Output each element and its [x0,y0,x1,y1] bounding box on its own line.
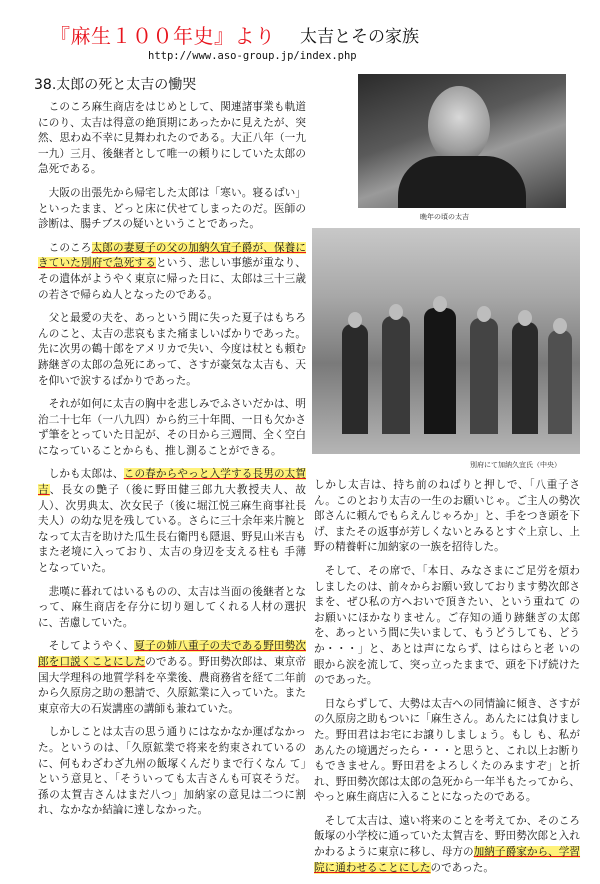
paragraph: 日ならずして、大勢は太吉への同情論に傾き、さすがの久原房之助もついに「麻生さん。あんたには負けました。野田君はお宅にお譲りしましょう。もし も、私があんたの境遇だったら・・・と思うと、これ以上お断りもできません。野田君をよろしくたのみますぞ」と折れ、野田勢次郎は太郎の急死から一年半もたってから、やっと麻生商店に入ることになったのである。 [314,697,580,804]
paragraph [38,639,306,717]
person-figure [424,308,456,434]
highlighted-text: 夏子の姉八重子の夫である野田勢次郎を口説くことにした [38,640,307,668]
text-span: 、長女の艶子（後に野田健三郎九大教授夫人、故人）、次男典太、次女民子（後に堀江悦三麻生商事社長 夫人）の幼な児を残している。さらに三十余年来片腕となって太吉を助けた瓜生長右衛門も隠退、野見山米吉もまた老境に入っており、太吉の身辺を支える柱も 手薄となっていた。 [38,484,307,575]
paragraph: このころ麻生商店をはじめとして、関連諸事業も軌道にのり、太吉は得意の絶頂期にあったかに見えたが、突然、思わぬ不幸に見舞われたのである。大正八年（一九一九）三月、後継者として唯一の頼りにしていた太郎の急死である。 [38,101,306,176]
left-column [38,100,306,827]
paragraph [38,241,306,303]
text-span: このころ [48,241,92,254]
paragraph: 父と最愛の夫を、あっという間に失った夏子はもちろんのこと、太吉の悲哀もまた痛ましいばかりであった。先に次男の鶴十郎をアメリカで失い、今度は杖とも頼む跡継ぎの太郎の急死にあって、さすが豪気な太吉も、天を仰いで涙するばかりであった。 [38,312,306,387]
section-title: 38.太郎の死と太吉の慟哭 [34,77,197,93]
person-head [553,318,567,334]
paragraph: それが如何に太吉の胸中を悲しみでふさいだかは、明治二十七年（一八九四）から約三十年間、一日も欠かさず筆をとっていた日記が、その日から三週間、全く空白になっていることからも、推し測ることができる。 [38,398,306,457]
person-head [518,310,532,326]
source-url[interactable]: http://www.aso-group.jp/index.php [148,50,357,62]
person-figure [470,318,498,434]
text-span: そしてようやく、 [48,640,135,653]
portrait-caption: 晩年の頃の太吉 [420,213,469,221]
highlighted-text: この春からやっと入学する長男の太賀吉 [38,468,307,497]
portrait-photo [358,74,566,208]
portrait-coat [398,156,526,208]
text-span: そして太吉は、遠い将来のことを考えてか、そのころ飯塚の小学校に通っていた太賀吉を、野田勢次郎と入れかわるように東京に移し、母方の [314,814,580,859]
paragraph: しかしことは太吉の思う通りにはなかなか運ばなかった。というのは、「久原鉱業で将来を約束されているのに、何もわざわざ九州の飯塚くんだりまで行くなん て」という意見と、「そういっても太吉さんも可哀そうだ。孫の太賀吉さんはまだ八つ」加納家の意見は二つに割れ、なかなか結論に達しなかった。 [38,726,306,817]
person-figure [512,322,538,434]
person-head [433,296,447,312]
person-figure [382,316,410,434]
person-figure [548,330,572,434]
paragraph: 大阪の出張先から帰宅した太郎は「寒い。寝るばい」といったまま、どっと床に伏せてしまったのだ。医師の診断は、腸チブスの疑いということであった。 [38,186,306,231]
portrait-face [428,86,490,164]
highlighted-text: 加納子爵家から、学習院に通わせることにした [314,846,581,874]
paragraph: 悲嘆に暮れてはいるものの、太吉は当面の後継者となって、麻生商店を存分に切り廻してくれる人材の選択に、苦慮していた。 [38,585,306,629]
text-span: のであった。 [430,861,494,874]
person-head [477,306,491,322]
person-head [389,304,403,320]
page-title-black: 太吉とその家族 [300,27,419,47]
group-photo [312,228,580,454]
paragraph [314,814,580,876]
paragraph: しかし太吉は、持ち前のねばりと押しで、「八重子さん。このとおり太吉の一生のお願いじゃ。ご主人の勢次郎さんに頼んでもらえんじゃろか」と、手をつき頭を下げ、またその返事が芳しくないとみるとすぐ上京し、上野の精養軒に加納家の一族を招待した。 [314,479,580,554]
text-span: のである。野田勢次郎は、東京帝国大学理科の地質学科を卒業後、農商務省を経て二年前から久原房之助の懇請で、久原鉱業に入っていた。また東京帝大の石炭講座の講師も兼ねていた。 [38,656,307,715]
text-span: という、悲しい事態が重なり、その遺体がようやく東京に帰った日に、太郎は三十三歳の若さで帰らぬ人となったのである。 [38,257,307,301]
group-photo-caption: 別府にて加納久宜氏（中央） [470,461,561,469]
paragraph: そして、その席で、「本日、みなさまにご足労を煩わしましたのは、前々からお願い致しております勢次郎さまを、ぜひ私の方へおいで頂きたい、という重ねて のお願いにほかなりません。ご存知の通り跡継ぎの太郎を、あっという間に失いまして、もうどうしても、どうか・・・」と、あとは声にならず、はらはらと老 いの眼から涙を流して、突っ立ったままで、頭を下げ続けたのであった。 [314,564,580,687]
text-span: しかも太郎は、 [48,468,124,481]
person-figure [342,324,368,434]
right-column [314,478,580,884]
page-title-red: 『麻生１００年史』より [50,24,276,48]
highlighted-text: 太郎の妻夏子の父の加納久宜子爵が、保養にきていた別府で急死する [38,241,307,270]
paragraph [38,467,306,576]
person-head [348,312,362,328]
